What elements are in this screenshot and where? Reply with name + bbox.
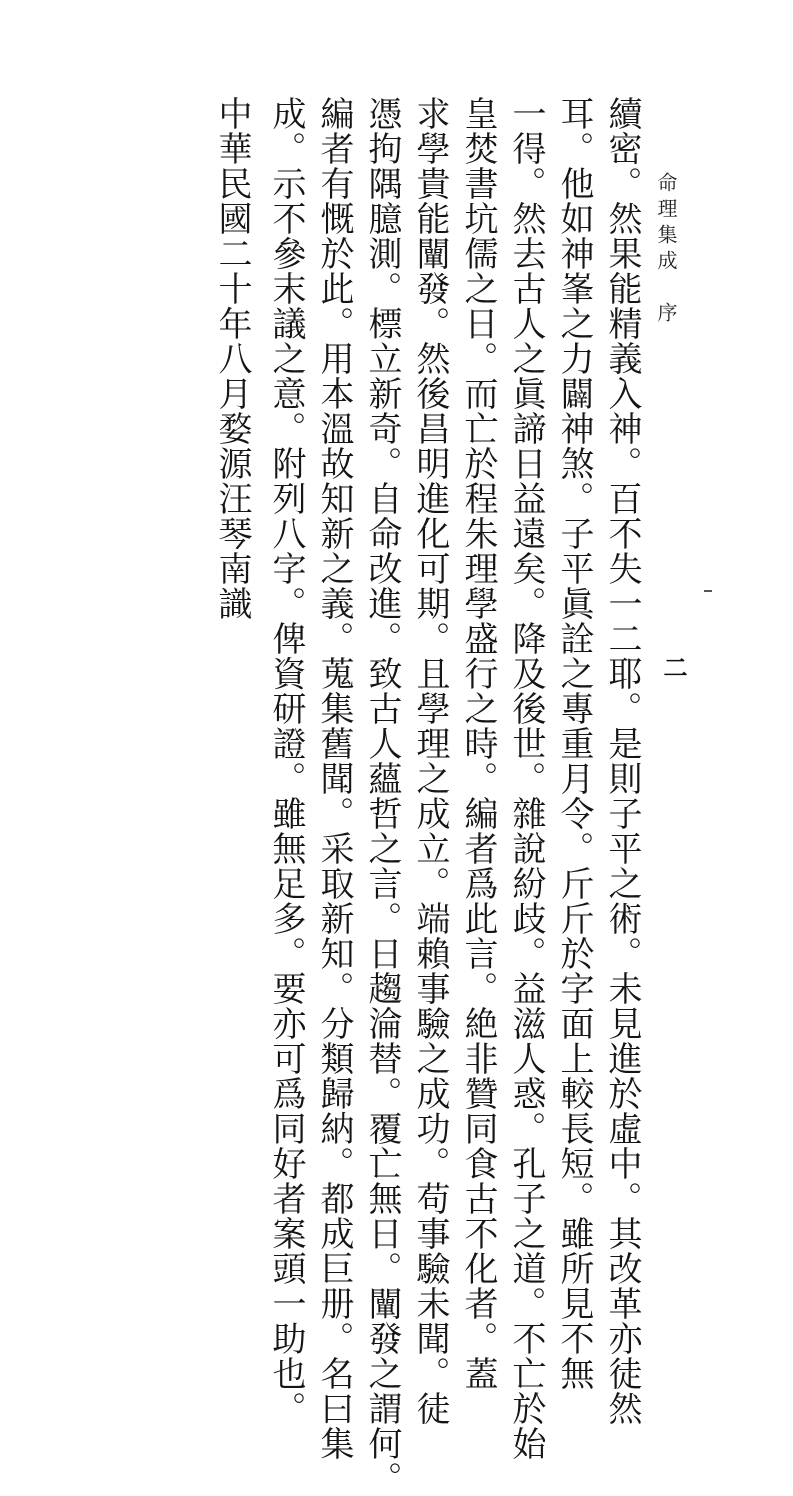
- running-header-title: 命理集成 序: [654, 172, 678, 328]
- text-column-6: 憑拘隅臆測。標立新奇。自命改進。致古人蘊哲之言。日趨淪替。覆亡無日。闡發之謂何。: [362, 96, 402, 1496]
- text-column-2: 耳。他如神峯之力闢神煞。子平眞詮之專重月令。斤斤於字面上較長短。雖所見不無: [554, 96, 594, 1391]
- text-column-7: 編者有慨於此。用本溫故知新之義。蒐集舊聞。采取新知。分類歸納。都成巨册。名曰集: [314, 96, 354, 1461]
- print-mark: [704, 590, 712, 592]
- date-signature: 中華民國二十年八月婺源汪琴南識: [212, 96, 252, 621]
- text-column-5: 求學貴能闡發。然後昌明進化可期。且學理之成立。端賴事驗之成功。苟事驗未聞。徒: [410, 96, 450, 1426]
- preface-body: [212, 96, 646, 1496]
- text-column-8: 成。示不參末議之意。附列八字。俾資研證。雖無足多。要亦可爲同好者案頭一助也。: [266, 96, 306, 1426]
- text-column-1: 續密。然果能精義入神。百不失一二耶。是則子平之術。未見進於虛中。其改革亦徒然: [602, 96, 642, 1426]
- page-number: 二: [659, 655, 688, 679]
- text-column-4: 皇焚書坑儒之日。而亡於程朱理學盛行之時。編者爲此言。絶非贊同食古不化者。蓋: [458, 96, 498, 1391]
- text-column-3: 一得。然去古人之眞諦日益遠矣。降及後世。雜說紛歧。益滋人惑。孔子之道。不亡於始: [506, 96, 546, 1461]
